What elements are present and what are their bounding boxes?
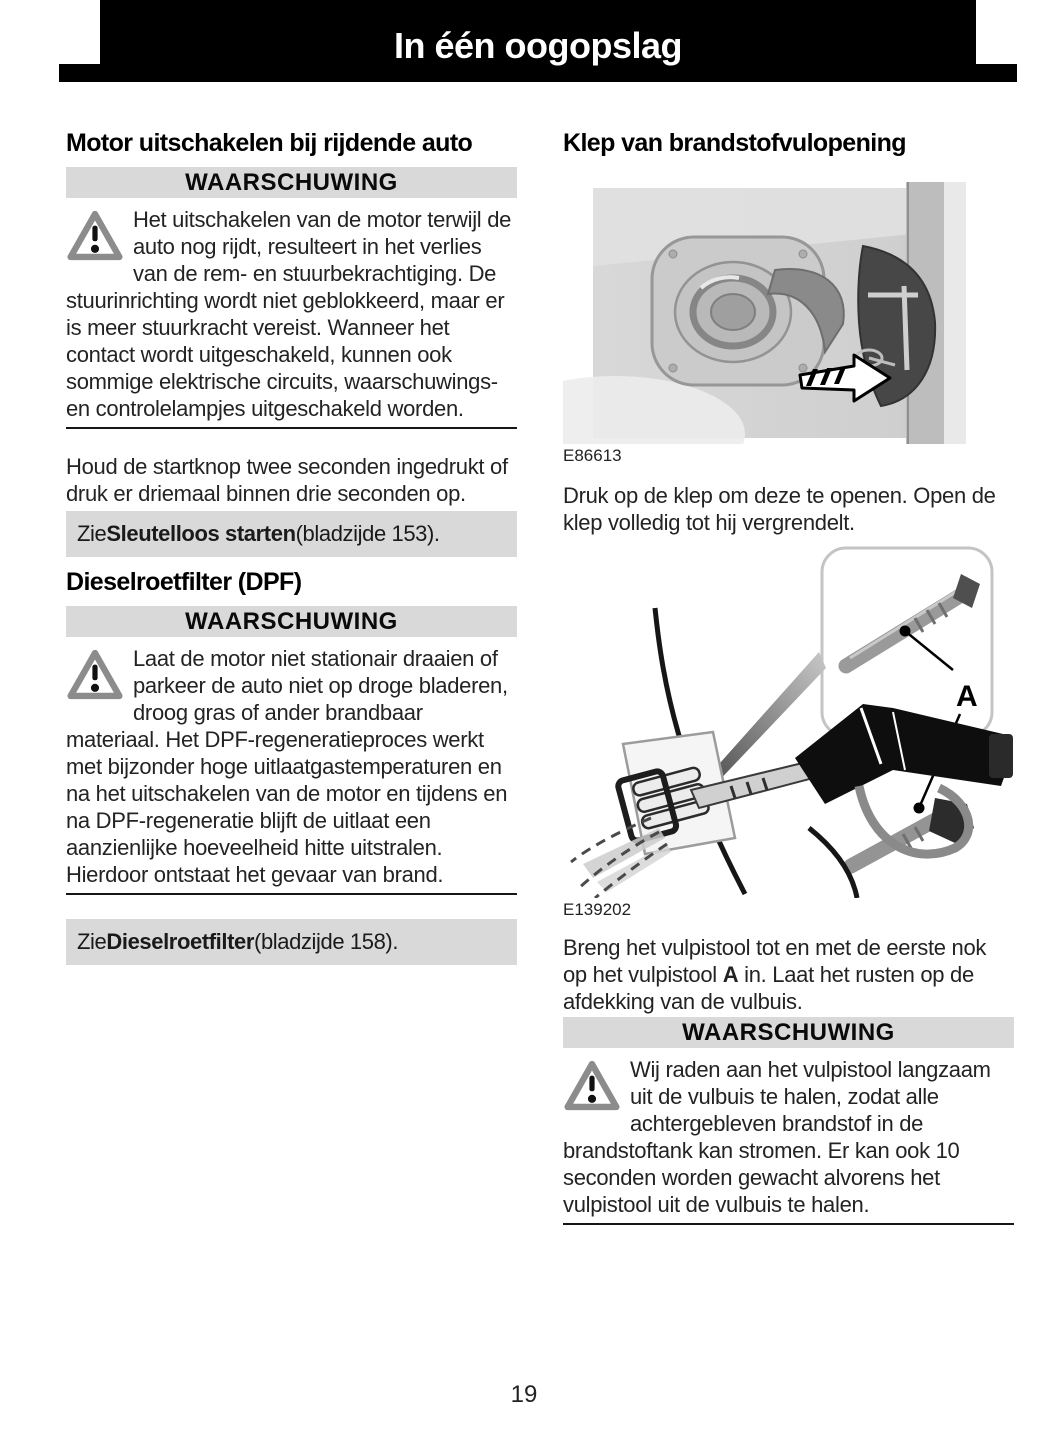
reference-bold: Sleutelloos starten <box>106 521 296 546</box>
figure-code: E139202 <box>563 900 632 919</box>
page-number: 19 <box>510 1381 538 1408</box>
reference-suffix: (bladzijde 158). <box>254 929 399 954</box>
fuel-nozzle-figure <box>563 546 1014 920</box>
right-column <box>563 128 1014 1225</box>
warning-header-label: WAARSCHUWING <box>185 168 398 196</box>
paragraph-nozzle <box>563 934 1014 1015</box>
figure-code: E86613 <box>563 446 622 465</box>
paragraph-nozzle-prefix: Breng het vulpistool tot en met de eerste nok op het vulpistool <box>563 935 987 987</box>
reference-prefix: Zie <box>77 929 107 954</box>
paragraph-startknop: Houd de startknop twee seconden ingedrukt of druk er driemaal binnen drie seconden op. <box>66 454 508 506</box>
paragraph-nozzle-suffix: in. Laat het rusten op de afdekking van de vulbuis. <box>563 962 974 1014</box>
section-heading-dpf: Dieselroetfilter (DPF) <box>66 568 302 596</box>
paragraph-nozzle-bold: A <box>722 962 739 987</box>
section-heading-motor: Motor uitschakelen bij rijdende auto <box>66 129 473 157</box>
page-header <box>100 0 976 82</box>
callout-label-a: A <box>956 680 978 713</box>
reference-bold: Dieselroetfilter <box>106 929 255 954</box>
warning-triangle-icon <box>66 209 124 262</box>
warning-header <box>66 167 517 198</box>
paragraph-open-flap: Druk op de klep om deze te openen. Open de klep volledig tot hij vergrendelt. <box>563 483 996 535</box>
reference-box-sleutelloos-starten <box>66 511 517 557</box>
fuel-nozzle-illustration <box>563 546 1014 898</box>
warning-body-dpf <box>66 645 517 895</box>
section-heading-fuel-flap: Klep van brandstofvulopening <box>563 129 906 157</box>
warning-header <box>66 606 517 637</box>
warning-header-label: WAARSCHUWING <box>185 607 398 635</box>
warning-triangle-icon <box>66 648 124 701</box>
reference-box-dieselroetfilter <box>66 919 517 965</box>
reference-prefix: Zie <box>77 521 107 546</box>
warning-header <box>563 1017 1014 1048</box>
page-title: In één oogopslag <box>393 24 682 66</box>
warning-header-label: WAARSCHUWING <box>682 1018 895 1046</box>
warning-triangle-icon <box>563 1059 621 1112</box>
left-column <box>66 128 517 965</box>
warning-body-nozzle <box>563 1056 1014 1225</box>
fuel-door-figure <box>563 182 1014 466</box>
reference-suffix: (bladzijde 153). <box>295 521 440 546</box>
warning-body-motor <box>66 206 517 429</box>
fuel-door-illustration <box>563 182 1014 444</box>
warning-text: Wij raden aan het vulpistool langzaam uit de vulbuis te halen, zodat alle achtergebleven brandstof in de brandstoftank kan stromen. Er kan ook 10 seconden worden gewacht alvorens het vulpistool uit de vulbuis te halen. <box>563 1057 991 1217</box>
warning-text: Laat de motor niet stationair draaien of parkeer de auto niet op droge bladeren, droog gras of ander brandbaar materiaal. Het DPF-regeneratieproces werkt met bijzonder hoge uitlaatgastemperaturen en na het uitschakelen van de motor en tijdens en na DPF-regeneratie blijft de uitlaat een aanzienlijke hoeveelheid hitte uitstralen. Hierdoor ontstaat het gevaar van brand. <box>66 646 508 887</box>
warning-text: Het uitschakelen van de motor terwijl de auto nog rijdt, resulteert in het verlies van de rem- en stuurbekrachtiging. De stuurinrichting wordt niet geblokkeerd, maar er is meer stuurkracht vereist. Wanneer het contact wordt uitgeschakeld, kunnen ook sommige elektrische circuits, waarschuwings- en controlelampjes uitgeschakeld worden. <box>66 207 512 421</box>
